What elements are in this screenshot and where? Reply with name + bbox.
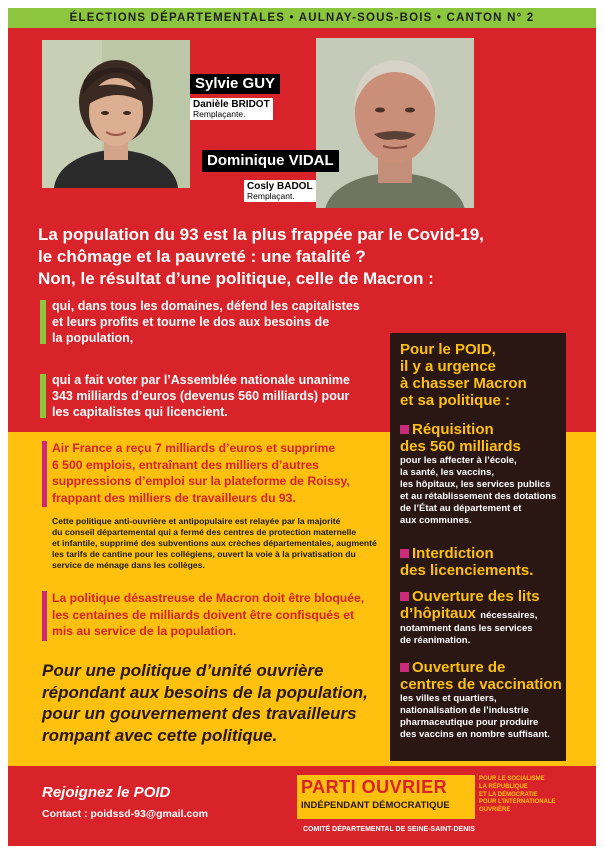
headline-line: le chômage et la pauvreté : une fatalité ? [38,247,366,266]
tagline-line: POUR LE SOCIALISME [479,776,545,782]
demand-title: Ouverture de [412,659,506,676]
bullet-line: la population, [52,331,134,345]
demand-text: notamment dans les services [400,623,533,634]
demand-text: nationalisation de l’industrie [400,705,529,716]
main-headline [38,224,558,290]
blocked-line: les centaines de milliards doivent être confisqués et [52,607,355,622]
bullet-line: et leurs profits et tourne le dos aux besoins de [52,315,330,329]
bullet-billions [40,372,392,420]
policy-line: service de ménage dans les collèges. [52,560,205,570]
demand-title: des licenciements. [400,562,534,579]
poid-intro-line: Pour le POID, [400,341,496,358]
policy-line: du conseil départemental qui a fermé des centres de protection maternelle [52,527,357,537]
demand-title: d’hôpitaux [400,605,476,622]
bullet-capitalists [40,298,392,346]
poid-intro [400,341,527,409]
substitute-role: Remplaçante. [193,109,246,119]
blocked-bar [42,591,47,641]
demand-hospital-beds [400,588,562,647]
logo-tagline [479,776,569,815]
poid-logo [297,775,567,839]
candidate-name-dominique: Dominique VIDAL [202,150,339,172]
demand-interdiction [400,545,533,579]
policy-paragraph [52,516,382,571]
bullet-line: qui a fait voter par l’Assemblée nationale unanime [52,373,350,387]
airfrance-paragraph [52,440,382,506]
poid-demands-box [390,333,566,761]
demand-text: pharmaceutique pour produire [400,717,539,728]
candidate-name-sylvie: Sylvie GUY [190,74,280,94]
policy-line: Cette politique anti-ouvrière et antipopulaire est relayée par la majorité [52,516,341,526]
demand-title: centres de vaccination [400,676,562,693]
bullet-square-icon [400,549,409,558]
slogan-line: pour un gouvernement des travailleurs [42,704,357,723]
demand-title: Ouverture des lits [412,588,540,605]
bullet-line: 343 milliards d’euros (devenus 560 milliards) pour [52,389,350,403]
poid-intro-line: il y a urgence [400,358,496,375]
substitute-name: Danièle BRIDOT [193,99,270,110]
candidate-substitute-badol [244,180,316,202]
blocked-line: La politique désastreuse de Macron doit être bloquée, [52,591,365,605]
demand-text: pour les affecter à l’école, [400,455,517,466]
airfrance-line: 6 500 emplois, entraînant des milliers d’autres [52,457,319,472]
tagline-line: LA RÉPUBLIQUE [479,783,528,790]
demand-text: de l’État au département et [400,503,522,514]
tagline-line: ET LA DÉMOCRATIE [479,791,538,798]
bullet-square-icon [400,425,409,434]
logo-subtitle: INDÉPENDANT DÉMOCRATIQUE [301,800,450,811]
poid-intro-line: et sa politique : [400,392,511,409]
demand-vaccination [400,659,566,741]
contact-email[interactable]: Contact : poidssd-93@gmail.com [42,808,209,820]
policy-line: les tarifs de cantine pour les collégiens, ouvert la voie à la privatisation du [52,549,356,559]
logo-title: PARTI OUVRIER [301,777,448,797]
bullet-bar [40,374,46,418]
committee-label: COMITÉ DÉPARTEMENTAL DE SEINE-SAINT-DENIS [303,826,475,833]
demand-text: et au rétablissement des dotations [400,491,557,502]
candidate-photo-dominique [316,38,474,208]
election-banner: ÉLECTIONS DÉPARTEMENTALES • AULNAY-SOUS-BOIS • CANTON N° 2 [8,8,596,28]
blocked-line: mis au service de la population. [52,624,237,638]
poid-intro-line: à chasser Macron [400,375,527,392]
slogan-line: répondant aux besoins de la population, [42,682,368,702]
policy-line: et infantile, supprimé des subventions aux crèches départementales, augmenté [52,538,377,548]
tagline-line: POUR L’INTERNATIONALE [479,799,556,806]
blocked-paragraph [52,590,382,640]
demand-text: aux communes. [400,515,472,526]
airfrance-line: frappant des milliers de travailleurs du 93. [52,490,296,505]
slogan-line: rompant avec cette politique. [42,725,278,745]
airfrance-bar [42,441,47,507]
leaflet-page [8,8,596,846]
substitute-name: Cosly BADOL [247,181,313,192]
bullet-square-icon [400,592,409,601]
bullet-bar [40,300,46,344]
join-poid: Rejoignez le POID [42,784,171,801]
headline-line: La population du 93 est la plus frappée par le Covid-19, [38,225,484,244]
demand-text: la santé, les vaccins, [400,467,495,478]
tagline-line: OUVRIÈRE [479,807,511,814]
bullet-square-icon [400,663,409,672]
airfrance-line: suppressions d’emploi sur la plateforme de Roissy, [52,474,350,488]
airfrance-line: Air France a reçu 7 milliards d’euros et supprime [52,441,336,455]
slogan-line: Pour une politique d’unité ouvrière [42,661,324,680]
bullet-line: les capitalistes qui licencient. [52,405,228,419]
substitute-role: Remplaçant. [247,191,295,201]
candidate-photo-sylvie [42,40,190,188]
logo-main [297,775,475,819]
demand-text: de réanimation. [400,635,471,646]
slogan [42,660,387,746]
candidate-substitute-bridot [190,98,273,120]
headline-line: Non, le résultat d’une politique, celle de Macron : [38,269,434,288]
demand-title: Interdiction [412,545,494,562]
demand-text: nécessaires, [480,610,538,621]
demand-title: Réquisition [412,421,494,438]
demand-text: des vaccins en nombre suffisant. [400,729,550,740]
demand-title: des 560 milliards [400,438,521,455]
demand-text: les villes et quartiers, [400,693,497,704]
demand-requisition [400,421,562,527]
bullet-line: qui, dans tous les domaines, défend les capitalistes [52,299,360,313]
demand-text: les hôpitaux, les services publics [400,479,551,490]
